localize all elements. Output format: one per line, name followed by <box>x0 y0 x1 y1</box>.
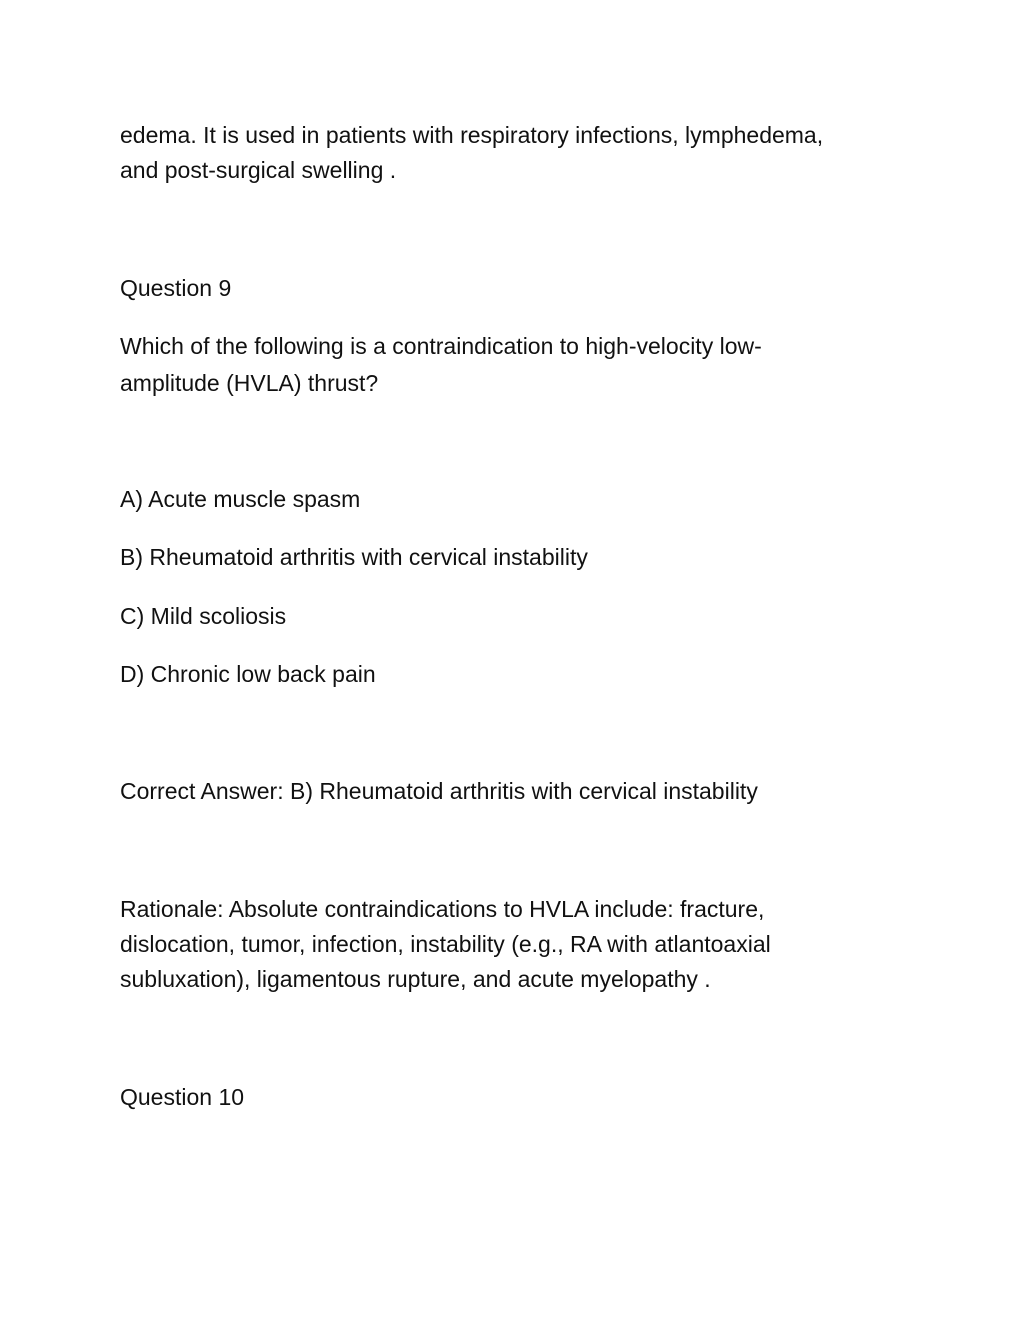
question-9-stem-line-1: Which of the following is a contraindication to high-velocity low- <box>120 333 762 359</box>
question-9-stem-line-2: amplitude (HVLA) thrust? <box>120 370 379 396</box>
option-d: D) Chronic low back pain <box>120 661 376 687</box>
correct-answer: Correct Answer: B) Rheumatoid arthritis with cervical instability <box>120 778 758 804</box>
rationale-line-1: Rationale: Absolute contraindications to HVLA include: fracture, <box>120 896 765 922</box>
option-c: C) Mild scoliosis <box>120 603 287 629</box>
continuation-line-2: and post-surgical swelling . <box>120 157 397 183</box>
rationale-line-3: subluxation), ligamentous rupture, and acute myelopathy . <box>120 966 711 992</box>
continuation-line-1: edema. It is used in patients with respiratory infections, lymphedema, <box>120 122 824 148</box>
question-9-heading: Question 9 <box>120 275 232 301</box>
rationale-line-2: dislocation, tumor, infection, instability (e.g., RA with atlantoaxial <box>120 931 771 957</box>
question-10-heading: Question 10 <box>120 1084 245 1110</box>
option-a: A) Acute muscle spasm <box>120 486 361 512</box>
option-b: B) Rheumatoid arthritis with cervical instability <box>120 544 588 570</box>
